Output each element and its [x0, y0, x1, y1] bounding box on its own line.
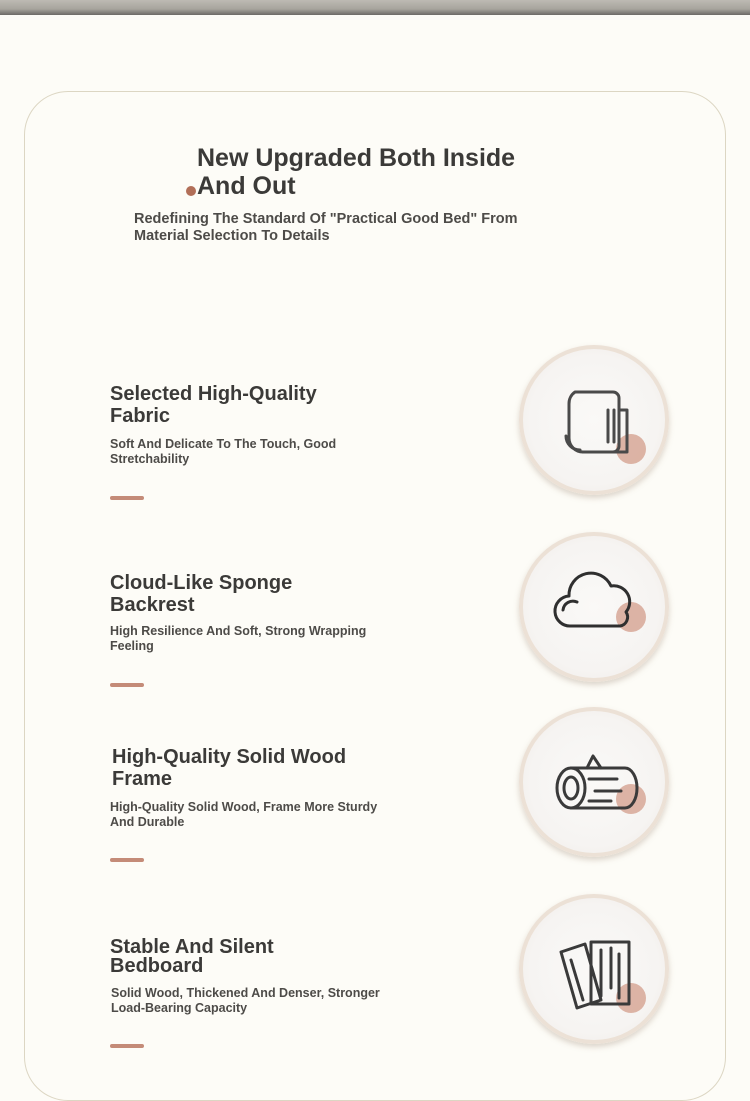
cloud-icon	[519, 532, 669, 682]
page-title: New Upgraded Both Inside And Out	[197, 144, 516, 200]
feature-divider-frame	[110, 858, 144, 862]
feature-divider-sponge	[110, 683, 144, 687]
feature-desc-bedboard: Solid Wood, Thickened And Denser, Stronger Load-Bearing Capacity	[111, 986, 380, 1015]
feature-title-frame: High-Quality Solid Wood Frame	[112, 746, 347, 790]
feature-divider-bedboard	[110, 1044, 144, 1048]
feature-desc-sponge: High Resilience And Soft, Strong Wrapping Feeling	[110, 624, 367, 653]
fabric-roll-icon	[519, 345, 669, 495]
top-image-strip	[0, 0, 750, 15]
feature-desc-fabric: Soft And Delicate To The Touch, Good Stretchability	[110, 437, 337, 466]
feature-divider-fabric	[110, 496, 144, 500]
page-subtitle: Redefining The Standard Of "Practical Good Bed" From Material Selection To Details	[134, 211, 518, 244]
wood-planks-icon	[519, 894, 669, 1044]
feature-title-bedboard: Stable And Silent Bedboard	[110, 936, 274, 977]
feature-title-sponge: Cloud-Like Sponge Backrest	[110, 572, 293, 616]
headline-accent-dot	[186, 186, 196, 196]
wood-log-icon	[519, 707, 669, 857]
feature-title-fabric: Selected High-Quality Fabric	[110, 383, 317, 427]
feature-desc-frame: High-Quality Solid Wood, Frame More Sturdy And Durable	[110, 800, 378, 829]
